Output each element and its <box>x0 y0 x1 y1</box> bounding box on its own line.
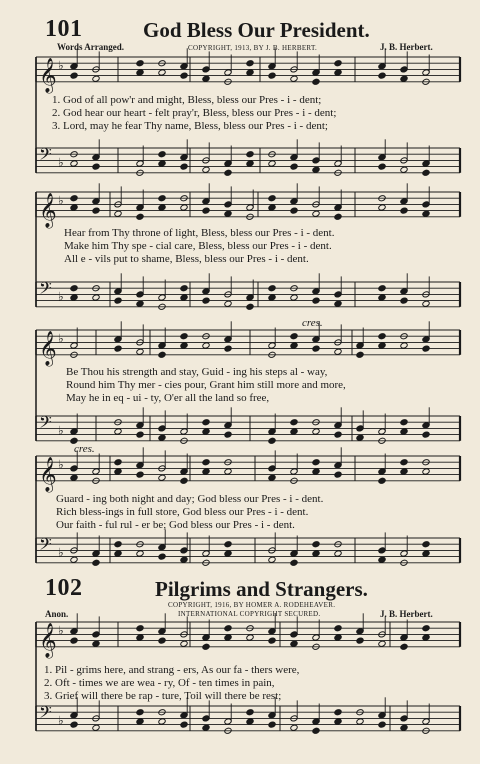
note-head <box>158 351 166 358</box>
note-head <box>290 75 298 82</box>
note-head <box>92 207 100 214</box>
note-head <box>312 550 320 557</box>
note-head <box>202 459 210 466</box>
note-head <box>180 640 188 647</box>
lyric-line: 2. Oft - times we are wea - ry, Of - ten times in pain, <box>44 677 275 689</box>
note-head <box>136 431 144 438</box>
note-head <box>290 724 298 731</box>
note-head <box>334 431 342 438</box>
flat-sign-icon: ♭ <box>58 155 64 170</box>
note-head <box>268 474 276 481</box>
note-head <box>356 718 364 725</box>
note-head <box>334 213 342 220</box>
note-head <box>114 345 122 352</box>
note-head <box>334 709 342 716</box>
note-head <box>202 166 210 173</box>
note-head <box>400 75 408 82</box>
note-head <box>70 285 78 292</box>
note-head <box>378 333 386 340</box>
treble-clef-icon: 𝄞 <box>39 192 57 228</box>
note-head <box>114 468 122 475</box>
note-head <box>180 333 188 340</box>
note-head <box>378 204 386 211</box>
note-head <box>378 163 386 170</box>
note-head <box>92 559 100 566</box>
note-head <box>202 297 210 304</box>
note-head <box>334 60 342 67</box>
note-head <box>114 428 122 435</box>
note-head <box>246 69 254 76</box>
note-head <box>400 297 408 304</box>
hymn-101-composer: J. B. Herbert. <box>380 42 433 52</box>
note-head <box>290 333 298 340</box>
note-head <box>312 428 320 435</box>
note-head <box>378 294 386 301</box>
note-head <box>202 207 210 214</box>
bass-clef-icon: 𝄢 <box>39 701 52 726</box>
note-head <box>378 556 386 563</box>
note-head <box>356 351 364 358</box>
note-head <box>202 419 210 426</box>
bass-clef-icon: 𝄢 <box>39 143 52 168</box>
note-head <box>246 303 254 310</box>
note-head <box>114 459 122 466</box>
note-head <box>180 294 188 301</box>
note-head <box>312 78 320 85</box>
note-head <box>378 477 386 484</box>
note-head <box>246 634 254 641</box>
lyric-line: Rich bless-ings in full store, God bless our Pres - i - dent. <box>56 506 309 518</box>
note-head <box>158 69 166 76</box>
hymn-102-copyright-line2: INTERNATIONAL COPYRIGHT SECURED. <box>178 610 321 618</box>
bass-clef-icon: 𝄢 <box>39 411 52 436</box>
bass-clef-icon: 𝄢 <box>39 277 52 302</box>
note-head <box>422 300 430 307</box>
note-head <box>246 160 254 167</box>
hymn-number-101: 101 <box>45 16 83 42</box>
note-head <box>334 69 342 76</box>
note-head <box>224 345 232 352</box>
note-head <box>92 163 100 170</box>
note-head <box>158 151 166 158</box>
note-head <box>158 474 166 481</box>
note-head <box>92 294 100 301</box>
note-head <box>400 419 408 426</box>
note-head <box>180 556 188 563</box>
note-head <box>268 204 276 211</box>
lyric-line: Hear from Thy throne of light, Bless, bless our Pres - i - dent. <box>64 227 335 239</box>
note-head <box>70 204 78 211</box>
note-head <box>268 195 276 202</box>
flat-sign-icon: ♭ <box>58 545 64 560</box>
note-head <box>290 559 298 566</box>
hymn-102-arrangement: Anon. <box>45 609 69 619</box>
lyric-line: 3. Grief will there be rap - ture, Toil will there be rest; <box>44 690 282 702</box>
note-head <box>136 625 144 632</box>
note-head <box>290 342 298 349</box>
note-head <box>180 163 188 170</box>
note-head <box>378 721 386 728</box>
note-head <box>422 345 430 352</box>
note-head <box>290 163 298 170</box>
lyric-line: 1. Pil - grims here, and strang - ers, As our fa - thers were, <box>44 664 300 676</box>
note-head <box>378 640 386 647</box>
note-head <box>224 169 232 176</box>
note-head <box>136 348 144 355</box>
note-head <box>290 294 298 301</box>
note-head <box>70 637 78 644</box>
note-head <box>202 468 210 475</box>
note-head <box>114 210 122 217</box>
note-head <box>224 550 232 557</box>
note-head <box>422 625 430 632</box>
note-head <box>114 297 122 304</box>
note-head <box>158 195 166 202</box>
hymn-101-arrangement: Words Arranged. <box>57 42 125 52</box>
note-head <box>136 300 144 307</box>
note-head <box>422 550 430 557</box>
note-head <box>136 60 144 67</box>
note-head <box>136 69 144 76</box>
note-head <box>422 468 430 475</box>
note-head <box>114 550 122 557</box>
note-head <box>378 342 386 349</box>
note-head <box>246 151 254 158</box>
note-head <box>180 342 188 349</box>
note-head <box>246 718 254 725</box>
flat-sign-icon: ♭ <box>58 331 64 346</box>
note-head <box>400 643 408 650</box>
note-head <box>422 541 430 548</box>
note-head <box>312 210 320 217</box>
cres-marking: cres. <box>302 317 323 329</box>
lyric-line: Our faith - ful rul - er be; God bless our Pres - i - dent. <box>56 519 295 531</box>
note-head <box>312 541 320 548</box>
note-head <box>400 428 408 435</box>
note-head <box>268 556 276 563</box>
lyric-line: Be Thou his strength and stay, Guid - ing his steps al - way, <box>66 366 328 378</box>
note-head <box>70 160 78 167</box>
flat-sign-icon: ♭ <box>58 423 64 438</box>
note-head <box>158 160 166 167</box>
lyric-line: 3. Lord, may he fear Thy name, Bless, bless our Pres - i - dent; <box>52 120 328 132</box>
bass-clef-icon: 𝄢 <box>39 533 52 558</box>
cres-marking: cres. <box>74 443 95 455</box>
note-head <box>378 285 386 292</box>
note-head <box>268 72 276 79</box>
note-head <box>180 721 188 728</box>
lyric-line: Guard - ing both night and day; God bless our Pres - i - dent. <box>56 493 324 505</box>
note-head <box>334 471 342 478</box>
note-head <box>246 709 254 716</box>
note-head <box>202 342 210 349</box>
note-head <box>312 468 320 475</box>
note-head <box>70 294 78 301</box>
note-head <box>224 634 232 641</box>
treble-clef-icon: 𝄞 <box>39 622 57 658</box>
hymn-number-102: 102 <box>45 575 83 601</box>
flat-sign-icon: ♭ <box>58 623 64 638</box>
note-head <box>290 640 298 647</box>
note-head <box>334 300 342 307</box>
note-head <box>202 724 210 731</box>
note-head <box>136 213 144 220</box>
note-head <box>158 718 166 725</box>
lyric-line: 2. God hear our heart - felt pray'r, Bless, bless our Pres - i - dent; <box>52 107 337 119</box>
note-head <box>202 75 210 82</box>
note-head <box>268 160 276 167</box>
note-head <box>334 348 342 355</box>
note-head <box>202 643 210 650</box>
note-head <box>290 207 298 214</box>
note-head <box>400 468 408 475</box>
hymn-102-composer: J. B. Herbert. <box>380 609 433 619</box>
note-head <box>92 640 100 647</box>
note-head <box>180 204 188 211</box>
hymn-title-101: God Bless Our President. <box>143 18 370 42</box>
note-head <box>202 428 210 435</box>
note-head <box>70 556 78 563</box>
hymn-title-102: Pilgrims and Strangers. <box>155 577 368 601</box>
flat-sign-icon: ♭ <box>58 289 64 304</box>
note-head <box>70 474 78 481</box>
note-head <box>224 468 232 475</box>
note-head <box>158 553 166 560</box>
note-head <box>378 72 386 79</box>
note-head <box>224 541 232 548</box>
lyric-line: May he in eq - ui - ty, O'er all the land so free, <box>66 392 270 404</box>
note-head <box>312 459 320 466</box>
note-head <box>70 721 78 728</box>
note-head <box>224 210 232 217</box>
note-head <box>224 625 232 632</box>
note-head <box>268 285 276 292</box>
note-head <box>92 75 100 82</box>
lyric-line: All e - vils put to shame, Bless, bless our Pres - i - dent. <box>64 253 309 265</box>
note-head <box>92 724 100 731</box>
note-head <box>312 297 320 304</box>
flat-sign-icon: ♭ <box>58 58 64 73</box>
note-head <box>400 166 408 173</box>
note-head <box>334 718 342 725</box>
note-head <box>400 724 408 731</box>
note-head <box>136 634 144 641</box>
flat-sign-icon: ♭ <box>58 457 64 472</box>
note-head <box>334 625 342 632</box>
note-head <box>312 345 320 352</box>
note-head <box>312 166 320 173</box>
note-head <box>70 72 78 79</box>
treble-clef-icon: 𝄞 <box>39 456 57 492</box>
note-head <box>158 637 166 644</box>
note-head <box>136 718 144 725</box>
note-head <box>422 210 430 217</box>
note-head <box>114 541 122 548</box>
lyric-line: Round him Thy mer - cies pour, Grant him still more and more, <box>66 379 346 391</box>
note-head <box>180 72 188 79</box>
note-head <box>290 428 298 435</box>
note-head <box>224 431 232 438</box>
note-head <box>136 550 144 557</box>
note-head <box>70 195 78 202</box>
note-head <box>268 637 276 644</box>
note-head <box>180 477 188 484</box>
note-head <box>422 169 430 176</box>
note-head <box>334 634 342 641</box>
note-head <box>356 637 364 644</box>
note-head <box>400 342 408 349</box>
note-head <box>400 459 408 466</box>
note-head <box>400 207 408 214</box>
lyric-line: Make him Thy spe - cial care, Bless, bless our Pres - i - dent. <box>64 240 332 252</box>
note-head <box>422 431 430 438</box>
note-head <box>268 721 276 728</box>
note-head <box>158 434 166 441</box>
hymn-101-copyright: COPYRIGHT, 1913, BY J. B. HERBERT. <box>188 44 318 52</box>
lyric-line: 1. God of all pow'r and might, Bless, bless our Pres - i - dent; <box>52 94 322 106</box>
note-head <box>312 727 320 734</box>
note-head <box>268 294 276 301</box>
note-head <box>268 437 276 444</box>
note-head <box>290 419 298 426</box>
note-head <box>158 204 166 211</box>
flat-sign-icon: ♭ <box>58 713 64 728</box>
note-head <box>224 300 232 307</box>
treble-clef-icon: 𝄞 <box>39 57 57 93</box>
note-head <box>422 634 430 641</box>
note-head <box>356 434 364 441</box>
treble-clef-icon: 𝄞 <box>39 330 57 366</box>
note-head <box>180 285 188 292</box>
note-head <box>136 471 144 478</box>
note-head <box>136 709 144 716</box>
note-head <box>334 550 342 557</box>
note-head <box>246 60 254 67</box>
hymn-102-copyright-line1: COPYRIGHT, 1916, BY HOMER A. RODEHEAVER. <box>168 601 336 609</box>
flat-sign-icon: ♭ <box>58 193 64 208</box>
